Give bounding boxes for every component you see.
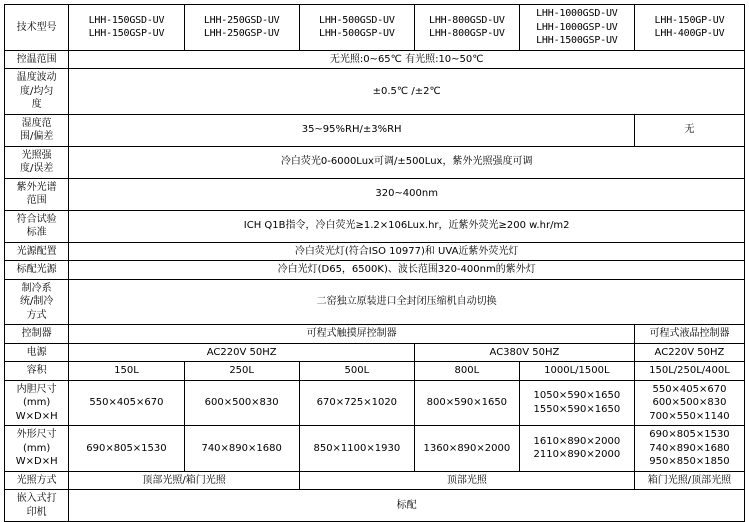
inner-size-value-5: 1050×590×1650 1550×590×1650 [519, 380, 634, 426]
standard-value: ICH Q1B指令，冷白荧光≥1.2×106Lux.hr，近紫外荧光≥200 w.hr/m2 [69, 210, 745, 242]
table-row-temp-range [5, 50, 745, 69]
controller-extra: 可程式液晶控制器 [634, 325, 744, 344]
model-cell-5: LHH-1000GSD-UV LHH-1000GSP-UV LHH-1500GSP-UV [519, 5, 634, 51]
inner-size-value-4: 800×590×1650 [414, 380, 519, 426]
outer-size-value-6: 690×805×1530 740×890×1680 950×850×1850 [634, 426, 744, 472]
power-value-2: AC380V 50HZ [414, 343, 634, 362]
model-cell-4: LHH-800GSD-UV LHH-800GSP-UV [414, 5, 519, 51]
volume-value-4: 800L [414, 362, 519, 381]
table-row-volume [5, 362, 745, 381]
row-label-uv-spectrum: 紫外光谱 范围 [5, 178, 69, 210]
table-row-humidity [5, 114, 745, 146]
refrigeration-value: 二窑独立原装进口全封闭压缩机自动切换 [69, 279, 745, 325]
row-label-model: 技术型号 [5, 5, 69, 51]
temp-fluctuation-value: ±0.5℃ /±2℃ [69, 69, 745, 115]
row-label-humidity: 湿度范 围/偏差 [5, 114, 69, 146]
volume-value-1: 150L [69, 362, 184, 381]
row-label-light-mode: 光照方式 [5, 471, 69, 490]
outer-size-value-2: 740×890×1680 [184, 426, 299, 472]
table-row-temp-fluctuation [5, 69, 745, 115]
table-row-printer [5, 490, 745, 522]
light-source-value: 冷白光灯(D65，6500K)、波长范围320-400nm的紫外灯 [69, 261, 745, 280]
row-label-printer: 嵌入式打 印机 [5, 490, 69, 522]
power-value-1: AC220V 50HZ [69, 343, 415, 362]
table-row-light-source [5, 261, 745, 280]
row-label-outer-size: 外形尺寸 (mm) W×D×H [5, 426, 69, 472]
volume-value-3: 500L [299, 362, 414, 381]
light-mode-value-2: 顶部光照 [299, 471, 634, 490]
inner-size-value-6: 550×405×670 600×500×830 700×550×1140 [634, 380, 744, 426]
outer-size-value-3: 850×1100×1930 [299, 426, 414, 472]
row-label-refrigeration: 制冷系 统/制冷 方式 [5, 279, 69, 325]
row-label-inner-size: 内胆尺寸 (mm) W×D×H [5, 380, 69, 426]
row-label-volume: 容积 [5, 362, 69, 381]
table-row-light-intensity [5, 146, 745, 178]
volume-value-2: 250L [184, 362, 299, 381]
row-label-standard: 符合试验 标准 [5, 210, 69, 242]
light-intensity-value: 冷白荧光0-6000Lux可调/±500Lux，紫外光照强度可调 [69, 146, 745, 178]
uv-spectrum-value: 320~400nm [69, 178, 745, 210]
row-label-temp-range: 控温范围 [5, 50, 69, 69]
printer-value: 标配 [69, 490, 745, 522]
humidity-value: 35~95%RH/±3%RH [69, 114, 635, 146]
light-mode-value-1: 顶部光照/箱门光照 [69, 471, 299, 490]
row-label-power: 电源 [5, 343, 69, 362]
table-row-uv-spectrum [5, 178, 745, 210]
row-label-light-config: 光源配置 [5, 242, 69, 261]
light-config-value: 冷白荧光灯(符合ISO 10977)和 UVA近紫外荧光灯 [69, 242, 745, 261]
inner-size-value-2: 600×500×830 [184, 380, 299, 426]
outer-size-value-1: 690×805×1530 [69, 426, 184, 472]
light-mode-value-3: 箱门光照/顶部光照 [634, 471, 744, 490]
volume-value-6: 150L/250L/400L [634, 362, 744, 381]
power-value-3: AC220V 50HZ [634, 343, 744, 362]
model-cell-2: LHH-250GSD-UV LHH-250GSP-UV [184, 5, 299, 51]
table-row-refrigeration [5, 279, 745, 325]
table-row-light-config [5, 242, 745, 261]
outer-size-value-4: 1360×890×2000 [414, 426, 519, 472]
humidity-extra: 无 [634, 114, 744, 146]
volume-value-5: 1000L/1500L [519, 362, 634, 381]
table-row-outer-size [5, 426, 745, 472]
row-label-temp-fluctuation: 温度波动 度/均匀 度 [5, 69, 69, 115]
model-cell-1: LHH-150GSD-UV LHH-150GSP-UV [69, 5, 184, 51]
row-label-light-intensity: 光照强 度/误差 [5, 146, 69, 178]
row-label-controller: 控制器 [5, 325, 69, 344]
inner-size-value-3: 670×725×1020 [299, 380, 414, 426]
controller-value: 可程式触摸屏控制器 [69, 325, 635, 344]
table-row-light-mode [5, 471, 745, 490]
model-cell-6: LHH-150GP-UV LHH-400GP-UV [634, 5, 744, 51]
table-row-power [5, 343, 745, 362]
table-row-standard [5, 210, 745, 242]
outer-size-value-5: 1610×890×2000 2110×890×2000 [519, 426, 634, 472]
table-row-inner-size [5, 380, 745, 426]
table-row-model [5, 5, 745, 51]
table-row-controller [5, 325, 745, 344]
model-cell-3: LHH-500GSD-UV LHH-500GSP-UV [299, 5, 414, 51]
temp-range-value: 无光照:0~65℃ 有光照:10~50℃ [69, 50, 745, 69]
row-label-light-source: 标配光源 [5, 261, 69, 280]
specification-table [4, 4, 745, 522]
inner-size-value-1: 550×405×670 [69, 380, 184, 426]
